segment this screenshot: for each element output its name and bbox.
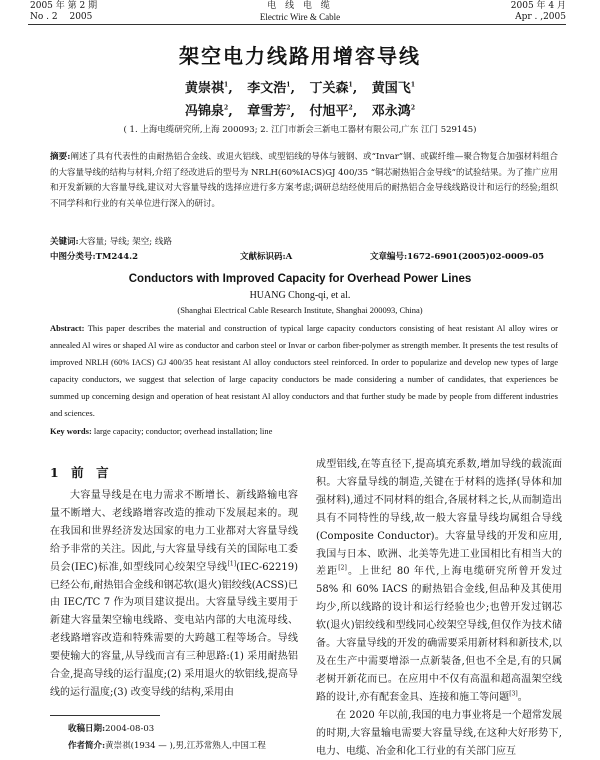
author: 章雪芳$^2$, <box>247 104 295 119</box>
english-author: HUANG Chong-qi, et al. <box>249 290 351 301</box>
abstract-cn <box>50 150 558 212</box>
citation: [1] <box>227 560 237 568</box>
date-cn: 2005 年 4 月 <box>510 1 566 11</box>
author: 邓永鸿$^2$ <box>371 104 415 119</box>
abstract-cn-text: 阐述了具有代表性的由耐热铝合金线、或退火铝线、或型铝线的导体与镀钢、或“Invar”钢、或碳纤维—聚合物复合加强材料组合的大容量导线的结构与材料,介绍了经改进后的型号为 NRLH(60%IACS)GJ 400/35 “铜芯耐热铝合金导线”的试验结果。为了推广应用和开发新颖的大容量导线,建议对大容量导线的选择应进行多方案考虑;调研总结经使用后的耐热铝合金导线线路设计和运行的经验;组织不同学科和行业的有关单位进行深入的研讨。 <box>50 152 559 209</box>
author: 冯锦泉$^2$, <box>185 104 233 119</box>
classification-line <box>50 250 558 264</box>
citation: [2] <box>338 565 347 573</box>
date-en: Apr . ,2005 <box>515 12 566 22</box>
clc-number: 中图分类号:TM244.2 <box>50 252 138 262</box>
body-column-right <box>316 456 562 760</box>
footnote-author-bio: 作者简介:黄崇祺(1934 — ),男,江苏常熟人,中国工程 <box>68 741 266 751</box>
section-heading <box>50 463 109 481</box>
journal-name-en: Electric Wire & Cable <box>259 12 341 22</box>
abstract-en <box>50 320 558 422</box>
section-number: 1 <box>50 465 59 480</box>
body-column-left <box>50 487 298 702</box>
affiliation: ( 1. 上海电缆研究所,上海 200093; 2. 江门市新会三新电工器材有限公司,广东 江门 529145) <box>123 125 477 135</box>
keywords-en <box>50 426 558 436</box>
english-affiliation: (Shanghai Electrical Cable Research Institute, Shanghai 200093, China) <box>177 305 423 315</box>
paragraph: 在 2020 年以前,我国的电力事业将是一个超常发展的时期,大容量输电需要大容量导线,在这种大好形势下,电力、电缆、冶金和化工行业的有关部门应互 <box>316 709 562 757</box>
footnote-rule <box>50 715 160 716</box>
author: 黄国飞$^1$ <box>371 81 415 96</box>
author: 李文浩$^1$, <box>247 81 295 96</box>
abstract-cn-label: 摘要: <box>50 152 71 162</box>
author: 黄崇祺$^1$, <box>185 81 233 96</box>
article-number: 文章编号:1672-6901(2005)02-0009-05 <box>370 252 545 262</box>
paragraph: 大容量导线是在电力需求不断增长、新线路输电容量不断增大、老线路增容改造的推动下发展起来的。现在我国和世界经济发达国家的电力工业都对大容量导线给予非常的关注。因此,与大容量导线有关的国际电工委员会(IEC)标准,如型线同心绞架空导线[1](IEC-62219)已经公布,耐热铝合金线和钢芯软(退火)铝绞线(ACSS)已由 IEC/TC 7 作为项目建议提出。大容量导线主要用于新建大容量架空输电线路、变电站内部的大电流母线、老线路增容改造和特殊需要的大跨越工程等场合。导线要使输大的容量,从导线而言有三种思路:(1) 采用耐热铝合金,提高导线的运行温度;(2) 采用退火的软铝线,提高导线的运行温度;(3) 改变导线的结构,采用由 <box>50 490 298 698</box>
paragraph: 成型铝线,在等直径下,提高填充系数,增加导线的载流面积。大容量导线的制造,关键在于材料的选择(导体和加强材料),通过不同材料的组合,各展材料之长,从而制造出具有不同特性的导线,故一般大容量导线均属组合导线(Composite Conductor)。大容量导线的开发和应用,我国与日本、欧洲、北美等先进工业国相比有相当大的差距[2]。上世纪 80 年代,上海电缆研究所曾开发过 58% 和 60% IACS 的耐热铝合金线,但品种及其使用均少,所以线路的设计和运行经验也少;也曾开发过钢芯软(退火)铝绞线和型线同心绞架空导线,但仅作为技术储备。大容量导线的开发的确需要采用新材料和新技术,以及在生产中需要增添一点新装备,但也不全是,有的只属老树开新花而已。在应用中不仅有高温和超高温架空线路的设计,亦有配套金具、连接和施工等问题[3]。 <box>316 459 562 703</box>
keywords-cn-label: 关键词: <box>50 237 79 247</box>
keywords-en-text: large capacity; conductor; overhead installation; line <box>93 426 273 436</box>
english-title: Conductors with Improved Capacity for Overhead Power Lines <box>128 273 472 285</box>
journal-name-cn: 电 线 电 缆 <box>267 1 333 11</box>
author-row-2 <box>0 100 600 119</box>
running-header <box>0 0 600 26</box>
citation: [3] <box>509 690 518 698</box>
keywords-cn-text: 大容量; 导线; 架空; 线路 <box>78 237 172 247</box>
publication-date <box>511 1 566 23</box>
footnote-received: 收稿日期:2004-08-03 <box>68 724 155 734</box>
keywords-en-label: Key words: <box>50 426 92 436</box>
document-code: 文献标识码:A <box>240 252 293 262</box>
header-rule <box>28 24 566 25</box>
paper-title: 架空电力线路用增容导线 <box>179 44 421 68</box>
section-title: 前 言 <box>71 465 109 480</box>
abstract-en-text: This paper describes the material and construction of typical large capacity conductors consisting of heat resistant Al alloy wires or annealed Al wires or shaped Al wire as conductor and carbon steel or Invar or carbon fiber-polymer as strength member. It presents the test results of improved NRLH (60% IACS) GJ 400/35 heat resistant Al alloy conductors steel reinforced. In order to popularize and develop new types of large capacity conductors, we suggest that selection of large capacity conductors be made considering a number of candidates, that experiences be summed up concerning design and operation of heat resistant Al alloy conductors and that further study be made by people from different industries and sciences. <box>50 323 558 418</box>
author-row-1 <box>0 77 600 96</box>
abstract-en-label: Abstract: <box>50 323 85 333</box>
author: 付旭平$^2$, <box>309 104 358 119</box>
author: 丁关森$^1$, <box>309 81 358 96</box>
issue-cn: 2005 年 第 2 期 <box>30 1 98 11</box>
keywords-cn <box>50 235 558 251</box>
issue-en: No . 2 2005 <box>30 12 93 22</box>
